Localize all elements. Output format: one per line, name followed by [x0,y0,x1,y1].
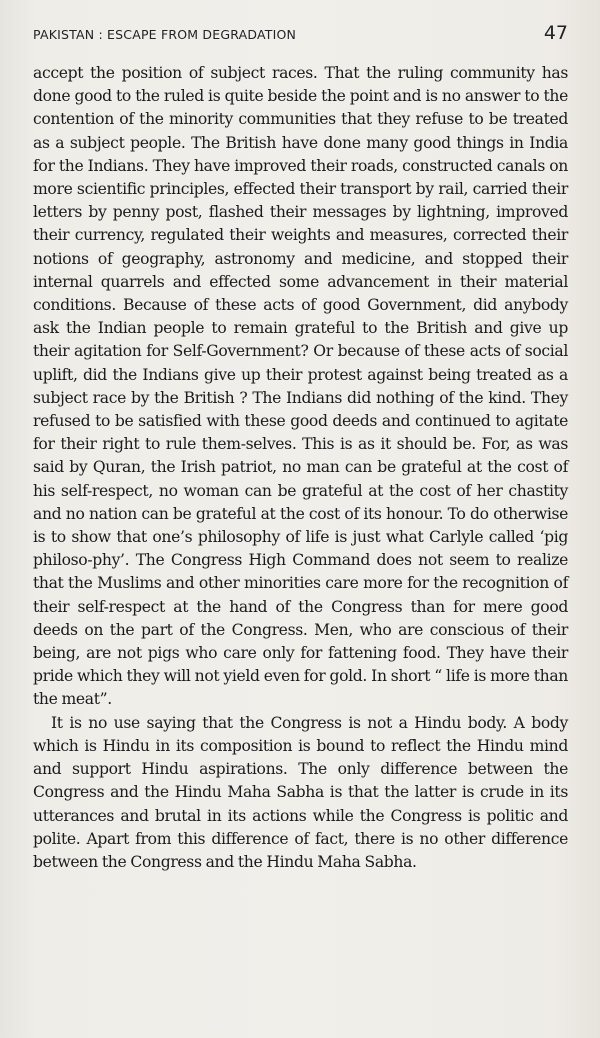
paragraph-1: accept the position of subject races. That the ruling community has done good to the ruled is quite beside the point and is no answer to the contention of the minority communities that they refuse to be treated as a subject people. The British have done many good things in India for the Indians. They have improved their roads, constructed canals on more scientific principles, effected their transport by rail, carried their letters by penny post, flashed their messages by lightning, improved their currency, regulated their weights and measures, corrected their notions of geography, astronomy and medicine, and stopped their internal quarrels and effected some advancement in their material conditions. Because of these acts of good Government, did anybody ask the Indian people to remain grateful to the British and give up their agitation for Self-Government? Or because of these acts of social uplift, did the Indians give up their protest against being treated as a subject race by the British ? The Indians did nothing of the kind. They refused to be satisfied with these good deeds and continued to agitate for their right to rule them-selves. This is as it should be. For, as was said by Quran, the Irish patriot, no man can be grateful at the cost of his self-respect, no woman can be grateful at the cost of her chastity and no nation can be grateful at the cost of its honour. To do otherwise is to show that one’s philosophy of life is just what Carlyle called ‘pig philoso-phy’. The Congress High Command does not seem to realize that the Muslims and other minorities care more for the recognition of their self-respect at the hand of the Congress than for mere good deeds on the part of the Congress. Men, who are conscious of their being, are not pigs who care only for fattening food. They have their pride which they will not yield even for gold. In short “ life is more than the meat”. [33,64,568,709]
page-number: 47 [543,22,568,44]
paragraph-2: It is no use saying that the Congress is not a Hindu body. A body which is Hindu in its composition is bound to reflect the Hindu mind and support Hindu aspirations. The only difference between the Congress and the Hindu Maha Sabha is that the latter is crude in its utterances and brutal in its actions while the Congress is politic and polite. Apart from this difference of fact, there is no other difference between the Congress and the Hindu Maha Sabha. [33,713,568,871]
body-text [33,62,568,874]
running-title: PAKISTAN : ESCAPE FROM DEGRADATION [33,27,297,42]
running-head [33,22,568,48]
